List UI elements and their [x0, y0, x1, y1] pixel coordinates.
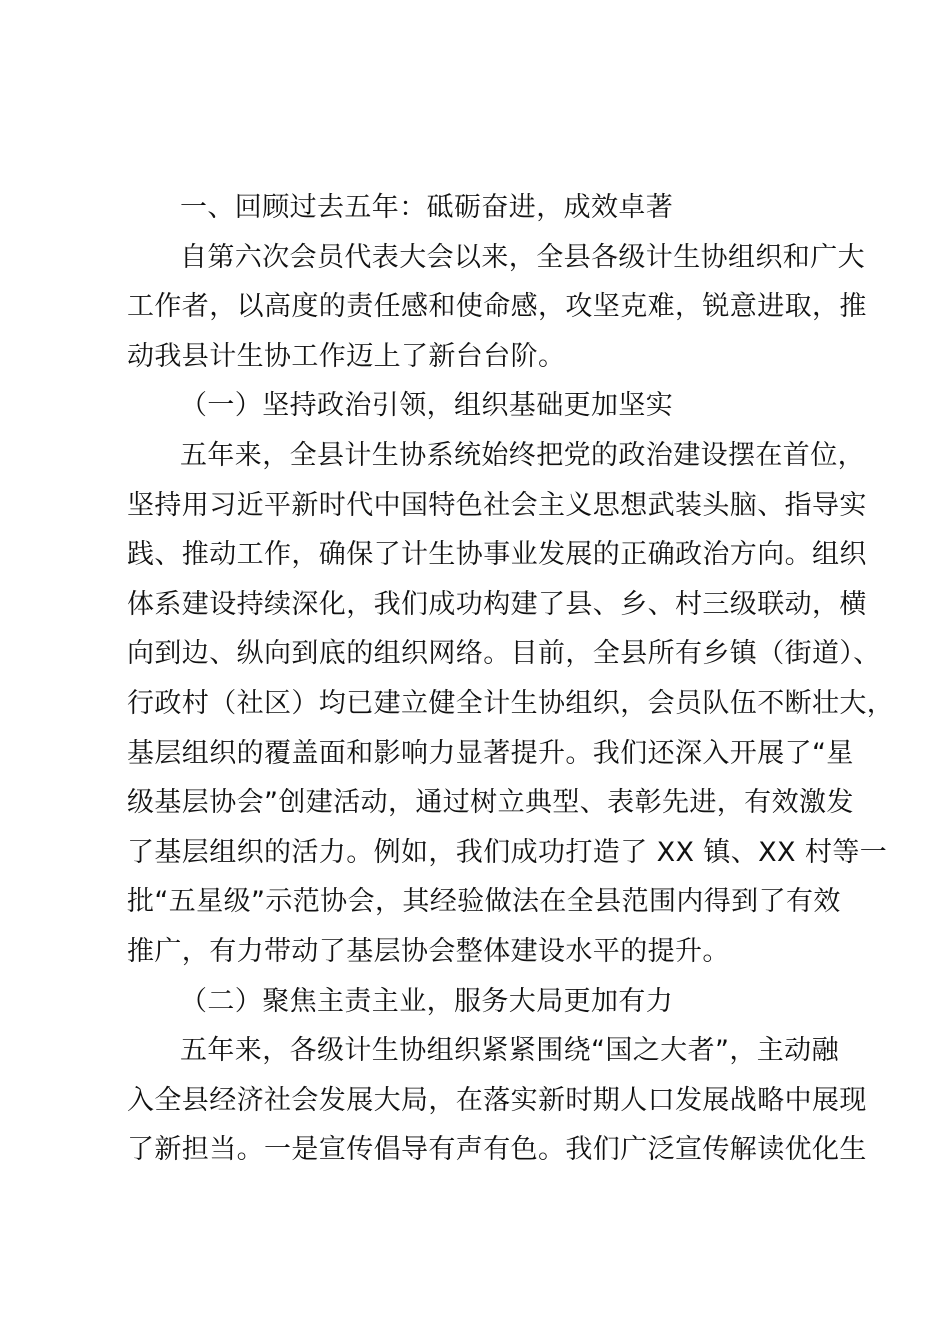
paragraph-line: 五年来，全县计生协系统始终把党的政治建设摆在首位，	[180, 439, 865, 471]
paragraph-line: 基层组织的覆盖面和影响力显著提升。我们还深入开展了“星	[127, 737, 854, 769]
paragraph-line: 了基层组织的活力。例如，我们成功打造了 XX 镇、XX 村等一	[127, 836, 888, 868]
paragraph-line: 入全县经济社会发展大局，在落实新时期人口发展战略中展现	[127, 1084, 867, 1116]
section-heading-line: （二）聚焦主责主业，服务大局更加有力	[180, 985, 674, 1017]
paragraph-line: 级基层协会”创建活动，通过树立典型、表彰先进，有效激发	[127, 787, 854, 819]
paragraph-line: 工作者，以高度的责任感和使命感，攻坚克难，锐意进取，推	[127, 291, 867, 323]
paragraph-line: 推广，有力带动了基层协会整体建设水平的提升。	[127, 935, 730, 967]
paragraph-line: 五年来，各级计生协组织紧紧围绕“国之大者”，主动融	[180, 1035, 839, 1067]
paragraph-line: 批“五星级”示范协会，其经验做法在全县范围内得到了有效	[127, 886, 841, 918]
section-heading-line: 一、回顾过去五年：砥砺奋进，成效卓著	[180, 192, 674, 223]
paragraph-line: 动我县计生协工作迈上了新台台阶。	[127, 340, 566, 372]
paragraph-line: 自第六次会员代表大会以来，全县各级计生协组织和广大	[180, 241, 865, 273]
section-heading-line: （一）坚持政治引领，组织基础更加坚实	[180, 390, 674, 422]
paragraph-line: 行政村（社区）均已建立健全计生协组织，会员队伍不断壮大，	[127, 687, 895, 719]
paragraph-line: 了新担当。一是宣传倡导有声有色。我们广泛宣传解读优化生	[127, 1134, 867, 1166]
paragraph-line: 践、推动工作，确保了计生协事业发展的正确政治方向。组织	[127, 539, 867, 571]
paragraph-line: 向到边、纵向到底的组织网络。目前，全县所有乡镇（街道）、	[127, 638, 881, 670]
paragraph-line: 体系建设持续深化，我们成功构建了县、乡、村三级联动，横	[127, 588, 867, 620]
paragraph-line: 坚持用习近平新时代中国特色社会主义思想武装头脑、指导实	[127, 489, 867, 521]
document-body	[127, 183, 895, 1175]
